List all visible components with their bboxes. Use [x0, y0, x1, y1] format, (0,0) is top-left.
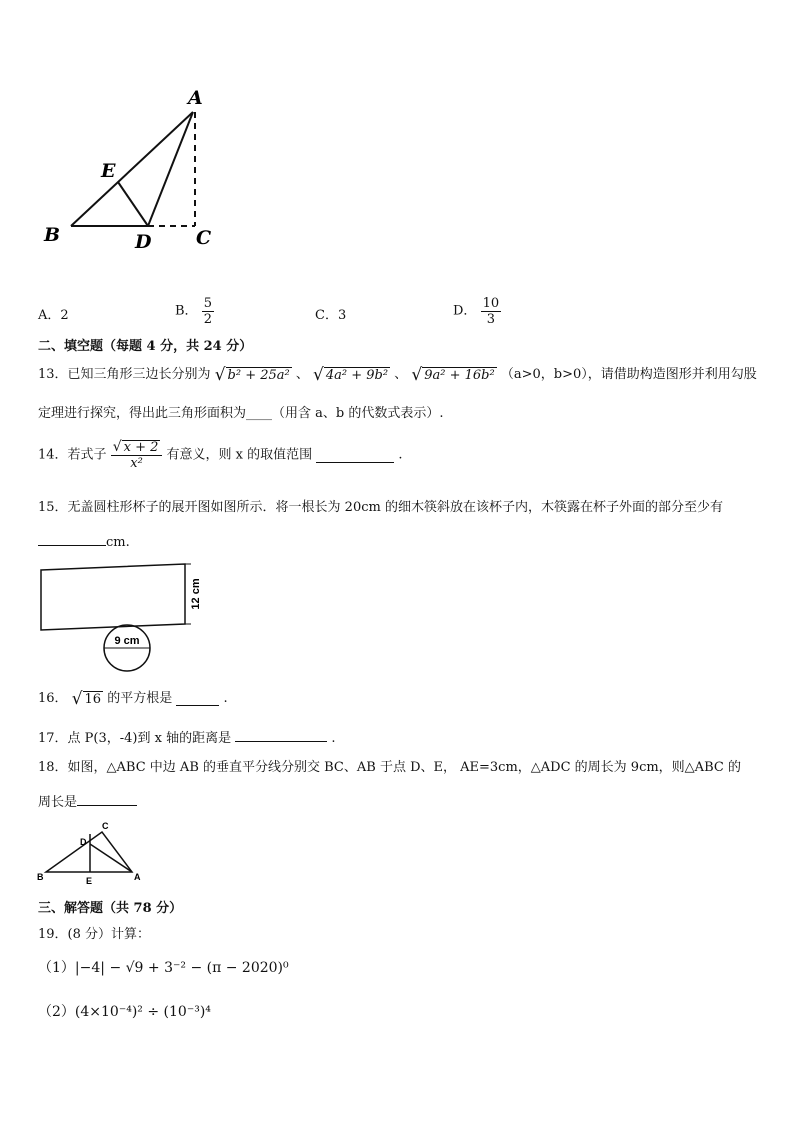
q14-fraction [111, 440, 163, 471]
segment-ad [148, 112, 193, 226]
figure-triangle-18 [34, 816, 154, 888]
q17-end: . [331, 731, 336, 746]
segment-ed [118, 182, 148, 226]
triangle-abc-18 [46, 832, 132, 872]
q13-sep-2: 、 [394, 367, 408, 382]
q17-answer-blank[interactable] [235, 728, 327, 742]
q15-unit: cm. [106, 535, 130, 550]
question-18-line2 [38, 792, 137, 812]
q13-radical-1: √ b² + 25a² [214, 365, 290, 385]
q16-prefix: 16． [38, 691, 68, 706]
q19-p2-label: （2） [38, 1004, 75, 1020]
question-13-line2: 定理进行探究，得出此三角形面积为____（用含 a、b 的代数式表示）. [38, 406, 444, 421]
label-e-18: E [86, 876, 93, 886]
q13-radicand-3: 9a² + 16b² [424, 368, 495, 383]
question-19-title: 19．(8 分）计算： [38, 927, 151, 942]
q16-answer-blank[interactable] [176, 692, 219, 706]
q13-condition: （a>0，b>0），请借助构造图形并利用勾股 [500, 367, 757, 382]
cup-side-rectangle [41, 564, 185, 630]
question-15-line2 [38, 532, 130, 552]
q13-radicand-2: 4a² + 9b² [325, 368, 389, 383]
label-d: D [135, 231, 152, 253]
figure-triangle-abc [40, 80, 230, 260]
q14-prefix: 14．若式子 [38, 447, 107, 463]
option-d-prefix: D． [453, 303, 477, 319]
q14-numerator: √ x + 2 [111, 440, 163, 456]
question-16 [38, 690, 228, 709]
q13-sep-1: 、 [295, 367, 309, 382]
option-d-numerator: 10 [482, 296, 500, 311]
height-label: 12 cm [190, 578, 202, 610]
label-c: C [196, 227, 212, 249]
figure-cup-net [38, 558, 208, 674]
q18-answer-blank[interactable] [77, 792, 137, 806]
label-c-18: C [102, 821, 109, 831]
q13-radical-3: √ 9a² + 16b² [411, 365, 495, 385]
q17-text: 17．点 P(3，-4)到 x 轴的距离是 [38, 731, 232, 746]
q13-prefix: 13．已知三角形三边长分别为 [38, 367, 211, 382]
option-b-denominator: 2 [203, 312, 212, 327]
option-b-prefix: B． [175, 303, 198, 319]
label-e: E [101, 160, 116, 182]
q16-radical: √ 16 [71, 689, 102, 709]
segment-ab [71, 112, 193, 226]
label-d-18: D [80, 837, 87, 847]
q14-answer-blank[interactable] [316, 449, 394, 463]
option-a: A．2 [38, 308, 69, 323]
q16-suffix: 的平方根是 [107, 691, 173, 706]
question-18-line1: 18．如图，△ABC 中边 AB 的垂直平分线分别交 BC、AB 于点 D、E， AE=3cm，△ADC 的周长为 9cm，则△ABC 的 [38, 760, 741, 775]
section-2-heading: 二、填空题（每题 4 分，共 24 分） [38, 339, 253, 354]
option-d-fraction [481, 296, 502, 327]
question-17 [38, 728, 336, 748]
q18-line2-text: 周长是 [38, 795, 78, 810]
diameter-label: 9 cm [114, 635, 140, 647]
section-3-heading: 三、解答题（共 78 分） [38, 901, 183, 916]
label-a: A [188, 87, 203, 109]
q13-radicand-1: b² + 25a² [227, 368, 290, 383]
q15-answer-blank[interactable] [38, 532, 106, 546]
q16-radicand: 16 [84, 692, 102, 707]
q13-radical-2: √ 4a² + 9b² [313, 365, 389, 385]
label-b: B [44, 224, 61, 246]
q19-p1-label: （1） [38, 960, 75, 976]
q14-suffix: 有意义，则 x 的取值范围 [166, 447, 313, 463]
q19-p2-expression: (4×10⁻⁴)² ÷ (10⁻³)⁴ [74, 1004, 211, 1020]
option-b-numerator: 5 [203, 296, 212, 311]
question-19-part2 [38, 1003, 211, 1021]
option-d [453, 296, 501, 327]
question-15-line1: 15．无盖圆柱形杯子的展开图如图所示．将一根长为 20cm 的细木筷斜放在该杯子内，木筷露在杯子外面的部分至少有 [38, 500, 723, 515]
question-13-line1 [38, 366, 757, 385]
question-19-part1 [38, 959, 289, 977]
option-c: C．3 [315, 308, 347, 323]
option-d-denominator: 3 [486, 312, 495, 327]
option-b-fraction [202, 296, 214, 327]
q16-end: . [223, 691, 228, 706]
option-b [175, 296, 214, 327]
q14-denominator: x² [130, 456, 143, 471]
q19-p1-expression: |−4| − √9 + 3⁻² − (π − 2020)⁰ [74, 960, 289, 976]
q14-radicand: x + 2 [123, 440, 159, 455]
segment-ad-18 [90, 844, 132, 872]
question-14 [38, 440, 403, 471]
q14-end: . [398, 447, 403, 463]
label-a-18: A [134, 872, 141, 882]
label-b-18: B [37, 872, 44, 882]
